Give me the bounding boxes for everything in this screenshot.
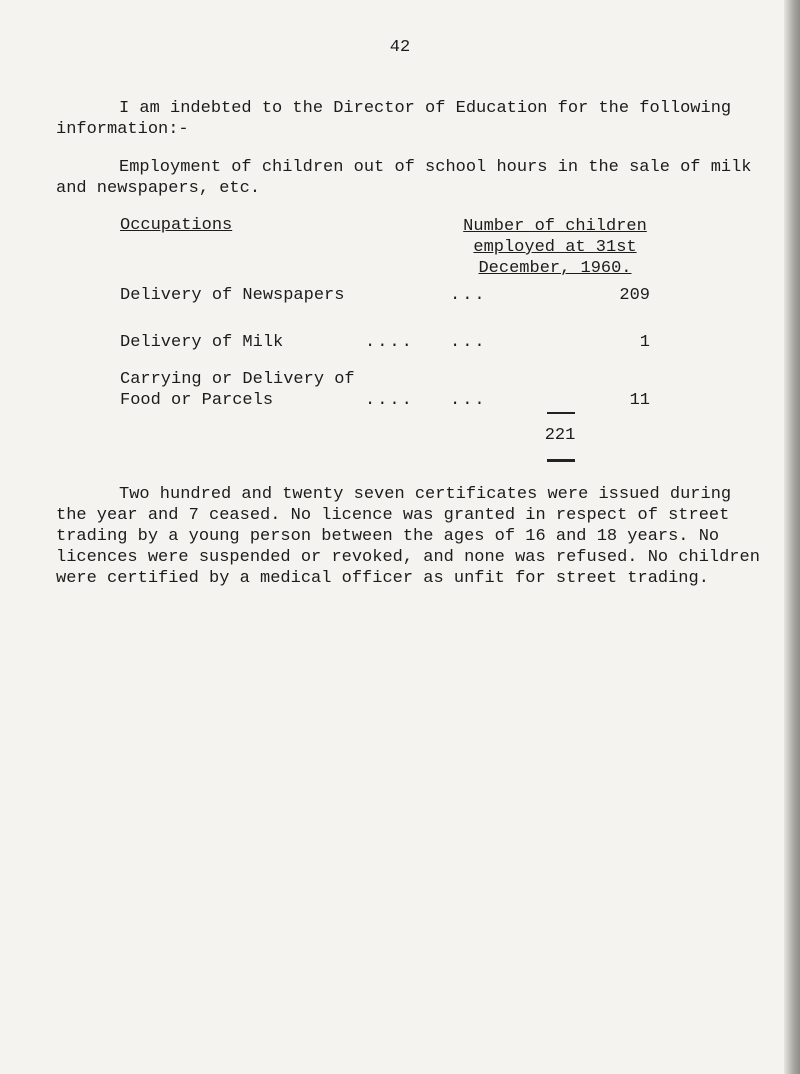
occupations-header: Occupations [120, 216, 233, 235]
page-number: 42 [389, 38, 411, 57]
occupation-label: Delivery of Milk [120, 333, 284, 352]
children-count-header-line-3: December, 1960. [478, 259, 632, 278]
children-count: 209 [619, 286, 650, 305]
children-count-header [440, 216, 670, 279]
children-count-header-line-2: employed at 31st [473, 238, 637, 257]
intro-paragraph: I am indebted to the Director of Education for the following information:- [56, 99, 732, 139]
employment-paragraph: Employment of children out of school hours in the sale of milk and newspapers, etc. [56, 158, 752, 198]
leader-dots: ... [450, 286, 487, 305]
total-count: 221 [544, 426, 576, 445]
total-double-rule [547, 459, 575, 462]
leader-dots: ... [450, 333, 487, 352]
children-count: 1 [639, 333, 650, 352]
children-count-header-line-1: Number of children [463, 217, 647, 236]
children-count: 11 [629, 391, 650, 410]
leader-dots: .... [365, 333, 414, 352]
page-edge-shadow [784, 0, 800, 1074]
occupation-label: Delivery of Newspapers [120, 286, 345, 305]
sum-rule [547, 412, 575, 414]
leader-dots: .... [365, 391, 414, 410]
summary-paragraph: Two hundred and twenty seven certificates were issued during the year and 7 ceased. No licence was granted in respect of street trading by a young person between the ages of 16 and 18 years. No licences were suspended or revoked, and none was refused. No children were certified by a medical officer as unfit for street trading. [56, 485, 760, 588]
occupation-label: Carrying or Delivery of Food or Parcels [120, 370, 355, 410]
leader-dots: ... [450, 391, 487, 410]
